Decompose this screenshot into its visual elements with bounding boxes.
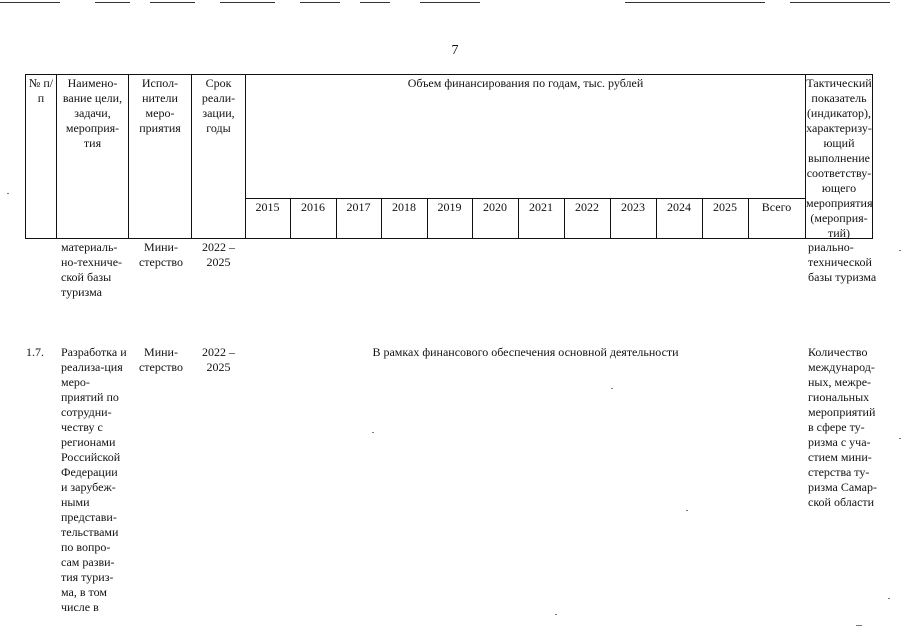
header-bottom-border xyxy=(25,238,873,239)
scan-speck xyxy=(686,510,688,511)
scan-artifact xyxy=(625,2,765,3)
col-border xyxy=(128,74,129,239)
row-indicator: Количество международ-ных, межре-гиональных мероприятий в сфере ту-ризма с уча-стием мини-стерства ту-ризма Самар-ской области xyxy=(808,345,877,509)
row-name: Разработка и реализа-ция меро-приятий по сотрудни-честву с регионами Российской Федерации и зарубеж-ными представи-тельствами по вопро-сам разви-тия туриз-ма, в том числе в xyxy=(61,345,127,614)
scan-speck xyxy=(856,625,862,626)
col-border xyxy=(872,74,873,239)
scan-speck xyxy=(611,388,613,389)
years-divider xyxy=(245,198,805,199)
header-year: 2021 xyxy=(529,200,553,214)
header-indicator: Тактический показатель (индикатор), характеризу-ющий выполнение соответству-ющего мероприятия (мероприя-тий) xyxy=(806,76,873,240)
scan-artifact xyxy=(95,2,130,3)
col-border xyxy=(56,74,57,239)
header-name: Наимено-вание цели, задачи, мероприя-тия xyxy=(62,76,123,150)
row-num: 1.7. xyxy=(26,345,44,359)
header-funding: Объем финансирования по годам, тыс. рублей xyxy=(407,76,644,90)
header-year: 2023 xyxy=(621,200,645,214)
scan-speck xyxy=(888,598,890,599)
scan-artifact xyxy=(0,2,60,3)
scan-speck xyxy=(7,193,9,194)
table-top-border xyxy=(25,74,873,75)
row-term: 2022 – 2025 xyxy=(202,240,235,269)
header-year: 2024 xyxy=(667,200,691,214)
scan-artifact xyxy=(360,2,390,3)
row-executor: Мини-стерство xyxy=(138,345,184,374)
scan-artifact xyxy=(420,2,480,3)
scan-artifact xyxy=(220,2,275,3)
row-executor: Мини-стерство xyxy=(138,240,184,269)
scan-artifact xyxy=(300,2,340,3)
header-year: 2015 xyxy=(255,200,280,214)
scan-speck xyxy=(899,438,901,439)
header-executor: Испол-нители меро-приятия xyxy=(139,76,181,135)
scan-speck xyxy=(899,250,901,251)
scan-speck xyxy=(555,614,557,615)
header-num: № п/п xyxy=(28,76,54,105)
header-term: Срок реали-зации, годы xyxy=(201,76,236,135)
page-number: 7 xyxy=(451,43,459,58)
header-year: 2022 xyxy=(575,200,599,214)
scan-speck xyxy=(372,432,374,433)
col-border xyxy=(191,74,192,239)
header-year: 2016 xyxy=(301,200,325,214)
row-name: материаль-но-техниче-ской базы туризма xyxy=(61,240,123,299)
header-year: 2017 xyxy=(346,200,371,214)
row-indicator: риально-технической базы туризма xyxy=(808,240,877,284)
header-total: Всего xyxy=(761,200,792,214)
header-year: 2019 xyxy=(437,200,462,214)
header-year: 2025 xyxy=(713,200,737,214)
scan-artifact xyxy=(150,2,195,3)
row-funding: В рамках финансового обеспечения основной деятельности xyxy=(372,345,679,359)
header-year: 2020 xyxy=(483,200,507,214)
row-term: 2022 – 2025 xyxy=(202,345,235,374)
scan-artifact xyxy=(790,2,890,3)
header-year: 2018 xyxy=(392,200,416,214)
